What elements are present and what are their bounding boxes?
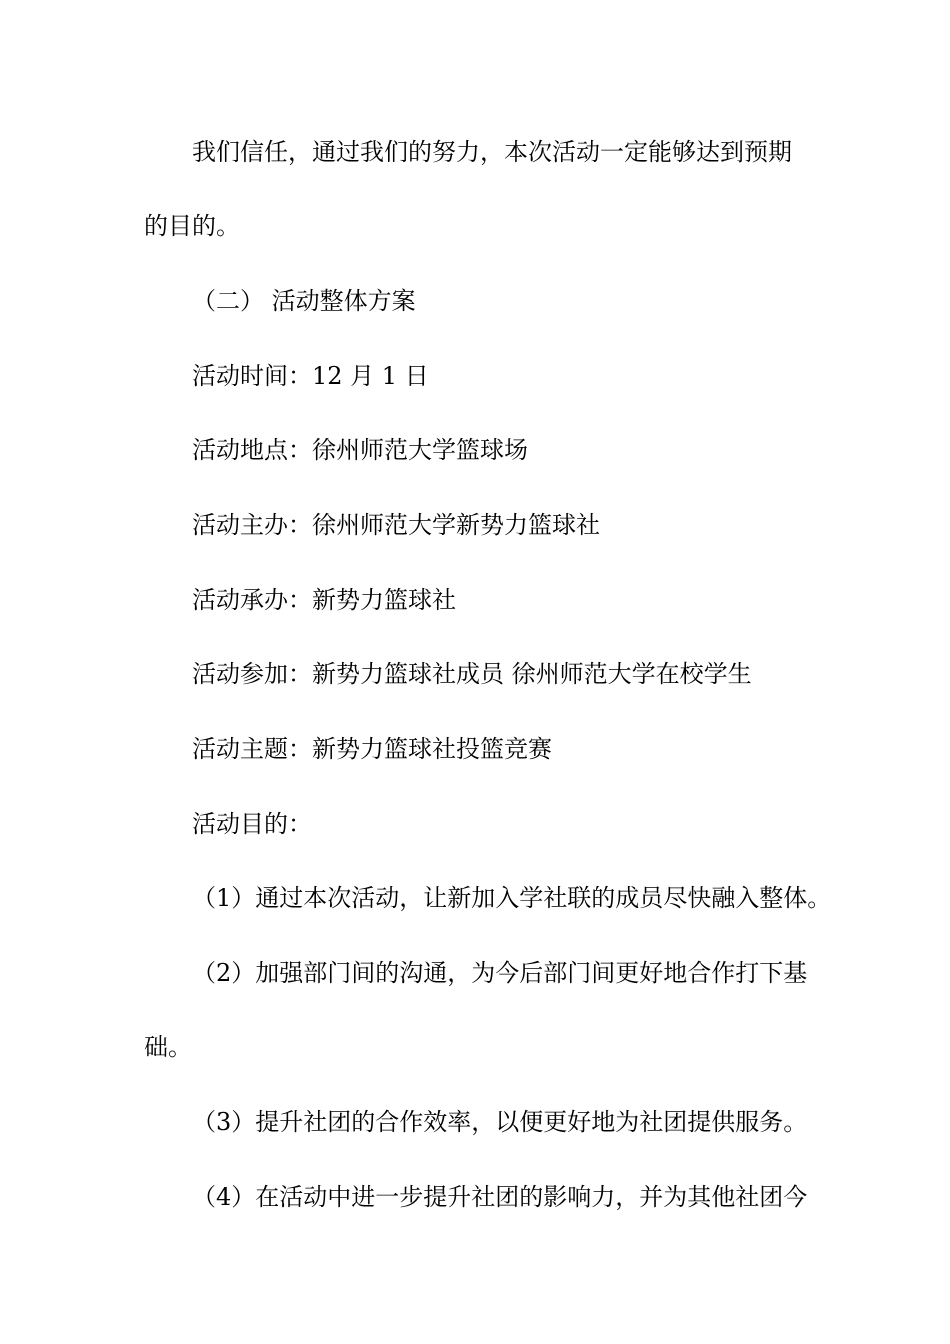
info-line-purpose: 活动目的： [192,810,312,838]
info-line-theme: 活动主题：新势力篮球社投篮竞赛 [192,735,552,763]
paragraph-line: 的目的。 [144,212,240,240]
list-item: （1）通过本次活动，让新加入学社联的成员尽快融入整体。 [192,884,832,912]
list-item-continuation: 础。 [144,1033,192,1061]
info-line-host: 活动主办：徐州师范大学新势力篮球社 [192,511,600,539]
paragraph-line: 我们信任，通过我们的努力，本次活动一定能够达到预期 [192,138,792,166]
info-line-time: 活动时间：12 月 1 日 [192,362,429,390]
section-heading: （二） 活动整体方案 [192,287,416,315]
list-item: （4）在活动中进一步提升社团的影响力，并为其他社团今 [192,1183,808,1211]
info-line-participants: 活动参加：新势力篮球社成员 徐州师范大学在校学生 [192,660,752,688]
list-item: （2）加强部门间的沟通，为今后部门间更好地合作打下基 [192,959,808,987]
info-line-location: 活动地点：徐州师范大学篮球场 [192,436,528,464]
info-line-organizer: 活动承办：新势力篮球社 [192,586,456,614]
list-item: （3）提升社团的合作效率，以便更好地为社团提供服务。 [192,1108,808,1136]
